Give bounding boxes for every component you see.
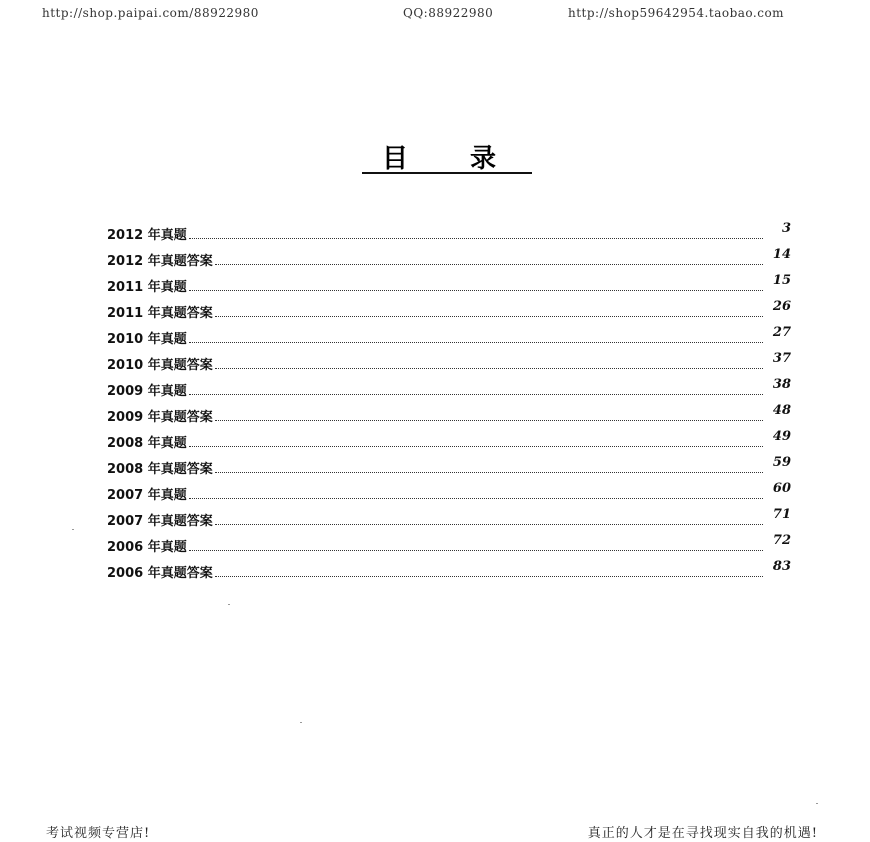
toc-entry-page-number: 71 — [772, 506, 791, 522]
page-title-char-1: 目 — [382, 144, 409, 174]
toc-entry-page-number: 38 — [772, 376, 791, 392]
toc-dot-leader — [215, 264, 763, 265]
footer-motto: 真正的人才是在寻找现实自我的机遇! — [587, 826, 818, 841]
toc-entry-label: 2007 年真题 — [107, 487, 187, 503]
toc-entry-page-number: 59 — [772, 454, 791, 470]
page-footer — [0, 822, 870, 840]
toc-entry — [107, 246, 791, 272]
scan-speck — [228, 604, 230, 605]
toc-entry — [107, 298, 791, 324]
header-shop-url-taobao: http://shop59642954.taobao.com — [568, 6, 785, 20]
toc-entry-label: 2012 年真题答案 — [107, 253, 213, 269]
header-shop-url-paipai: http://shop.paipai.com/88922980 — [42, 6, 259, 20]
toc-entry-page-number: 26 — [772, 298, 791, 314]
toc-entry — [107, 350, 791, 376]
toc-entry-label: 2011 年真题答案 — [107, 305, 213, 321]
toc-entry — [107, 376, 791, 402]
toc-dot-leader — [189, 394, 763, 395]
toc-entry-label: 2009 年真题答案 — [107, 409, 213, 425]
toc-entry — [107, 402, 791, 428]
toc-entry — [107, 272, 791, 298]
toc-entry-page-number: 49 — [772, 428, 791, 444]
toc-entry-label: 2011 年真题 — [107, 279, 187, 295]
toc-entry — [107, 532, 791, 558]
page-title — [362, 140, 532, 174]
toc-entry-page-number: 15 — [772, 272, 791, 288]
toc-entry-page-number: 27 — [772, 324, 791, 340]
scan-speck — [816, 803, 818, 804]
toc-dot-leader — [189, 290, 763, 291]
toc-entry-page-number: 48 — [772, 402, 791, 418]
toc-dot-leader — [189, 238, 763, 239]
toc-entry-page-number: 83 — [772, 558, 791, 574]
footer-shop-slogan: 考试视频专营店! — [46, 826, 151, 841]
page-title-char-2: 录 — [470, 144, 497, 174]
toc-dot-leader — [189, 342, 763, 343]
toc-entry — [107, 506, 791, 532]
toc-dot-leader — [215, 524, 763, 525]
toc-dot-leader — [189, 550, 763, 551]
toc-dot-leader — [215, 420, 763, 421]
scan-speck — [72, 529, 74, 530]
toc-entry — [107, 558, 791, 584]
toc-dot-leader — [215, 368, 763, 369]
toc-entry-label: 2006 年真题答案 — [107, 565, 213, 581]
toc-entry — [107, 454, 791, 480]
toc-entry-label: 2009 年真题 — [107, 383, 187, 399]
toc-dot-leader — [215, 472, 763, 473]
toc-entry — [107, 428, 791, 454]
toc-entry-label: 2007 年真题答案 — [107, 513, 213, 529]
page-header — [0, 6, 870, 22]
toc-entry — [107, 480, 791, 506]
toc-dot-leader — [215, 576, 763, 577]
toc-entry-label: 2012 年真题 — [107, 227, 187, 243]
toc-dot-leader — [189, 498, 763, 499]
toc-dot-leader — [215, 316, 763, 317]
toc-entry — [107, 220, 791, 246]
toc-entry-label: 2010 年真题 — [107, 331, 187, 347]
toc-entry-label: 2008 年真题答案 — [107, 461, 213, 477]
toc-entry-page-number: 37 — [772, 350, 791, 366]
scan-speck — [300, 722, 302, 723]
table-of-contents — [107, 220, 791, 584]
toc-entry — [107, 324, 791, 350]
toc-entry-label: 2010 年真题答案 — [107, 357, 213, 373]
toc-entry-page-number: 72 — [772, 532, 791, 548]
toc-entry-page-number: 60 — [772, 480, 791, 496]
toc-entry-label: 2006 年真题 — [107, 539, 187, 555]
toc-dot-leader — [189, 446, 763, 447]
toc-entry-page-number: 14 — [772, 246, 791, 262]
header-qq-number: QQ:88922980 — [403, 6, 494, 20]
toc-entry-page-number: 3 — [781, 220, 791, 236]
toc-entry-label: 2008 年真题 — [107, 435, 187, 451]
